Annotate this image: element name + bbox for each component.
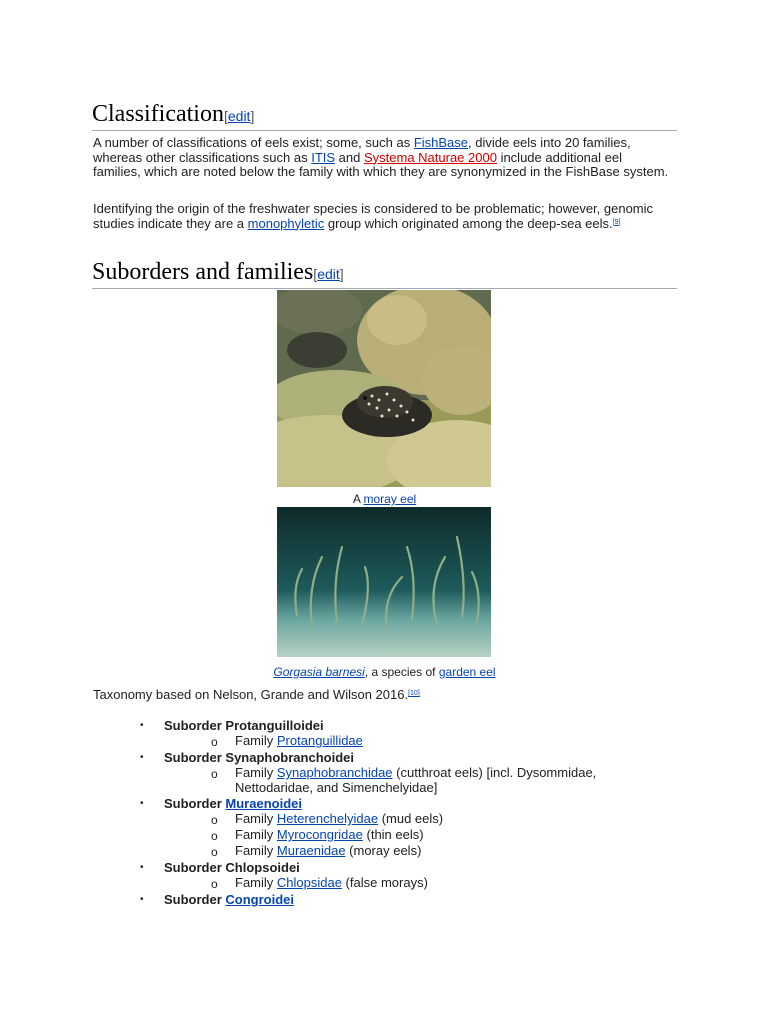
family-link[interactable]: Myrocongridae: [276, 827, 363, 842]
bullet-icon: •: [140, 720, 144, 731]
edit-section-link-wrapper: [edit]: [313, 266, 344, 282]
list-item-family: o Family Synaphobranchidae (cutthroat eels) [incl. Dysommidae, Nettodaridae, and Simenchelyidae]: [211, 765, 597, 795]
list-item-family: o Family Heterenchelyidae (mud eels): [211, 811, 444, 827]
suborder-name: Chlopsoidei: [225, 860, 300, 875]
list-item-suborder: • Suborder Protanguilloidei: [140, 718, 324, 733]
classification-paragraph-2: Identifying the origin of the freshwater species is considered to be problematic; however, genomic studies indicate they are a monophyletic group which originated among the deep-sea eels.[9]: [93, 201, 654, 231]
monophyletic-link[interactable]: monophyletic: [247, 215, 325, 231]
garden-eel-link[interactable]: garden eel: [438, 665, 496, 679]
suborder-link[interactable]: Congroidei: [225, 892, 295, 907]
list-item-family: o Family Myrocongridae (thin eels): [211, 827, 424, 843]
moray-eel-photo: [277, 290, 491, 487]
moray-eel-image[interactable]: [277, 290, 491, 487]
circle-bullet-icon: o: [211, 767, 218, 781]
circle-bullet-icon: o: [211, 735, 218, 749]
bullet-icon: •: [140, 752, 144, 763]
taxonomy-list: [0, 718, 768, 908]
garden-eel-caption: Gorgasia barnesi, a species of garden eel: [273, 665, 496, 679]
list-item-family: o Family Protanguillidae: [211, 733, 363, 749]
list-item-suborder: • Suborder Congroidei: [140, 892, 295, 907]
garden-eel-photo: [277, 507, 491, 657]
circle-bullet-icon: o: [211, 829, 218, 843]
reference-10-link[interactable]: [10]: [408, 690, 420, 697]
itis-link[interactable]: ITIS: [311, 149, 336, 165]
reference-9-link[interactable]: [9]: [612, 218, 621, 226]
classification-paragraph-1: A number of classifications of eels exist; some, such as FishBase, divide eels into 20 families, whereas other classifications such as ITIS and Systema Naturae 2000 include additional eel families, which are noted below the family with which they are synonymized in the FishBase system.: [93, 135, 669, 179]
moray-eel-link[interactable]: moray eel: [363, 492, 417, 506]
suborders-title: Suborders and families: [92, 259, 314, 285]
suborders-heading: [92, 258, 677, 289]
circle-bullet-icon: o: [211, 813, 218, 827]
family-link[interactable]: Protanguillidae: [276, 733, 363, 748]
suborder-name: Protanguilloidei: [225, 718, 324, 733]
classification-title: Classification: [92, 101, 224, 127]
systema-naturae-link[interactable]: Systema Naturae 2000: [363, 149, 497, 165]
list-item-family: o Family Chlopsidae (false morays): [211, 875, 428, 891]
bullet-icon: •: [140, 894, 144, 905]
taxonomy-paragraph: Taxonomy based on Nelson, Grande and Wilson 2016.[10]: [93, 687, 420, 702]
suborder-link[interactable]: Muraenoidei: [225, 796, 302, 811]
suborders-edit-link[interactable]: edit: [317, 266, 340, 282]
bullet-icon: •: [140, 862, 144, 873]
family-link[interactable]: Heterenchelyidae: [276, 811, 379, 826]
family-link[interactable]: Synaphobranchidae: [276, 765, 393, 780]
circle-bullet-icon: o: [211, 845, 218, 859]
moray-eel-caption: A moray eel: [352, 492, 417, 506]
fishbase-link[interactable]: FishBase: [413, 135, 469, 150]
bullet-icon: •: [140, 798, 144, 809]
circle-bullet-icon: o: [211, 877, 218, 891]
family-link[interactable]: Muraenidae: [276, 843, 346, 858]
suborder-name: Synaphobranchoidei: [225, 750, 354, 765]
list-item-suborder: • Suborder Chlopsoidei: [140, 860, 300, 875]
garden-eel-image[interactable]: [277, 507, 491, 657]
family-link[interactable]: Chlopsidae: [276, 875, 342, 890]
gorgasia-barnesi-link[interactable]: Gorgasia barnesi: [273, 665, 365, 679]
classification-edit-link[interactable]: edit: [227, 108, 251, 124]
list-item-suborder: • Suborder Synaphobranchoidei: [140, 750, 354, 765]
list-item-family: o Family Muraenidae (moray eels): [211, 843, 422, 859]
edit-section-link-wrapper: [edit]: [223, 108, 255, 124]
classification-heading: [92, 100, 677, 131]
list-item-suborder: • Suborder Muraenoidei: [140, 796, 302, 811]
